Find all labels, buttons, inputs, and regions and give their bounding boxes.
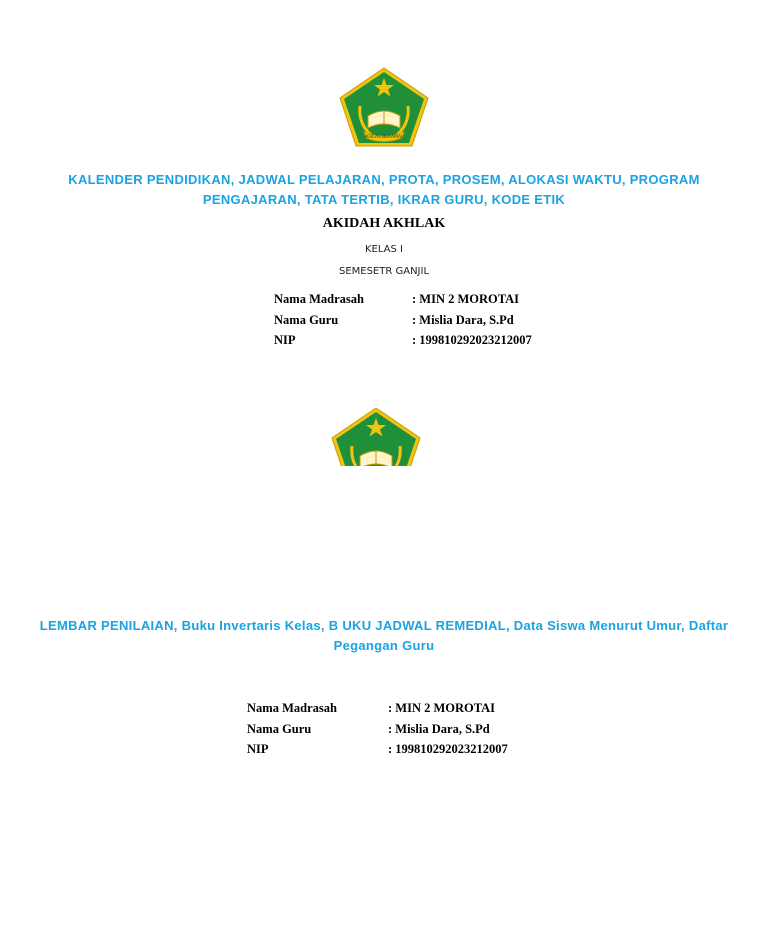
emblem-motto: IKHLAS BERAMAL [364,135,404,140]
info-label: Nama Guru [274,312,339,327]
info-value: : MIN 2 MOROTAI [388,701,496,715]
title-part-daftar-pegangan: Daftar Pegangan Guru [333,618,729,653]
title-part-jadwal-remedial: B UKU JADWAL REMEDIAL, [324,618,510,633]
kelas-label: KELAS I [365,244,403,255]
title-part-buku-inventaris: Buku Invertaris Kelas, [177,618,325,633]
section1-title: KALENDER PENDIDIKAN, JADWAL PELAJARAN, PROTA, PROSEM, ALOKASI WAKTU, PROGRAM PENGAJARAN, TATA TERTIB, IKRAR GURU, KODE ETIK [68,172,700,207]
subject-title: AKIDAH AKHLAK [322,216,446,231]
info-value: : 199810292023212007 [412,333,532,347]
info-label: Nama Guru [247,721,312,736]
info-label: NIP [247,742,269,756]
info-label: Nama Madrasah [247,701,337,715]
info-label: Nama Madrasah [274,292,364,306]
info-label: NIP [274,333,296,347]
semester-label: SEMESETR GANJIL [338,266,430,277]
title-part-lembar-penilaian: LEMBAR PENILAIAN, [39,618,178,633]
info-value: : Mislia Dara, S.Pd [388,721,490,736]
title-part-data-siswa: Data Siswa Menurut Umur, [509,618,685,633]
kemenag-emblem-icon [338,66,430,148]
info-value: : MIN 2 MOROTAI [412,292,520,306]
info-value: : 199810292023212007 [388,742,508,756]
info-value: : Mislia Dara, S.Pd [412,312,514,327]
section2-title [30,616,738,656]
kemenag-emblem-icon [330,406,422,466]
